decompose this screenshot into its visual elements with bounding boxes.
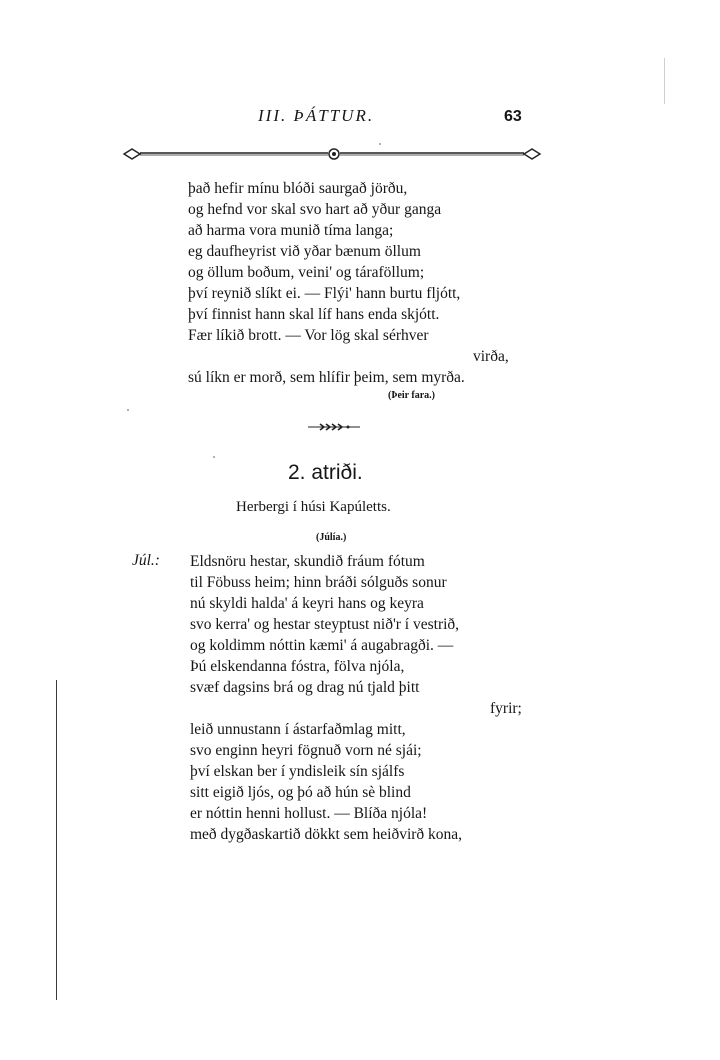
verse-line: og hefnd vor skal svo hart að yður ganga	[188, 201, 442, 218]
verse-line: það hefir mínu blóði saurgað jörðu,	[188, 180, 408, 197]
scene-location: Herbergi í húsi Kapúletts.	[236, 499, 391, 515]
verse-line: sitt eigið ljós, og þó að hún sè blind	[190, 784, 411, 801]
scan-speck	[127, 409, 129, 411]
verse-line-continuation: fyrir;	[490, 700, 522, 717]
verse-line: því elskan ber í yndisleik sín sjálfs	[190, 763, 405, 780]
verse-line: Eldsnöru hestar, skundið fráum fótum	[190, 553, 425, 570]
verse-line: sú líkn er morð, sem hlífir þeim, sem myrða.	[188, 369, 465, 386]
verse-line: því reynið slíkt ei. — Flýi' hann burtu fljótt,	[188, 285, 461, 302]
verse-line: og koldimm nóttin kæmi' á augabragði. —	[190, 637, 454, 654]
verse-line: því finnist hann skal líf hans enda skjótt.	[188, 306, 440, 323]
stage-direction-exit: (Þeir fara.)	[388, 390, 436, 401]
scan-margin-mark	[664, 58, 665, 104]
scan-speck	[379, 143, 381, 145]
verse-line: með dygðaskartið dökkt sem heiðvirð kona,	[190, 826, 463, 843]
section-ornament-icon	[306, 422, 362, 432]
running-head-title: III. ÞÁTTUR.	[258, 106, 375, 125]
verse-line: svæf dagsins brá og drag nú tjald þitt	[190, 679, 420, 696]
verse-line: svo kerra' og hestar steyptust nið'r í vestrið,	[190, 616, 460, 633]
verse-line: leið unnustann í ástarfaðmlag mitt,	[190, 721, 406, 738]
verse-line: Þú elskendanna fóstra, fölva njóla,	[190, 658, 405, 675]
verse-line: er nóttin henni hollust. — Blíða njóla!	[190, 805, 428, 822]
ornamental-rule-icon	[122, 144, 542, 164]
verse-line: til Föbuss heim; hinn bráði sólguðs sonur	[190, 574, 447, 591]
verse-line: svo enginn heyri fögnuð vorn né sjái;	[190, 742, 422, 759]
verse-line: og öllum boðum, veini' og táraföllum;	[188, 264, 425, 281]
character-entry: (Júlía.)	[316, 532, 347, 543]
verse-line: Fær líkið brott. — Vor lög skal sérhver	[188, 327, 429, 344]
verse-line-continuation: virða,	[473, 348, 509, 365]
speaker-label: Júl.:	[132, 552, 160, 569]
scene-title: 2. atriði.	[288, 461, 363, 484]
verse-line: að harma vora munið tíma langa;	[188, 222, 394, 239]
verse-line: eg daufheyrist við yðar bænum öllum	[188, 243, 421, 260]
verse-line: nú skyldi halda' á keyri hans og keyra	[190, 595, 424, 612]
page-number: 63	[504, 108, 522, 125]
scan-left-edge-bar	[56, 680, 57, 1000]
scan-speck	[213, 456, 215, 458]
